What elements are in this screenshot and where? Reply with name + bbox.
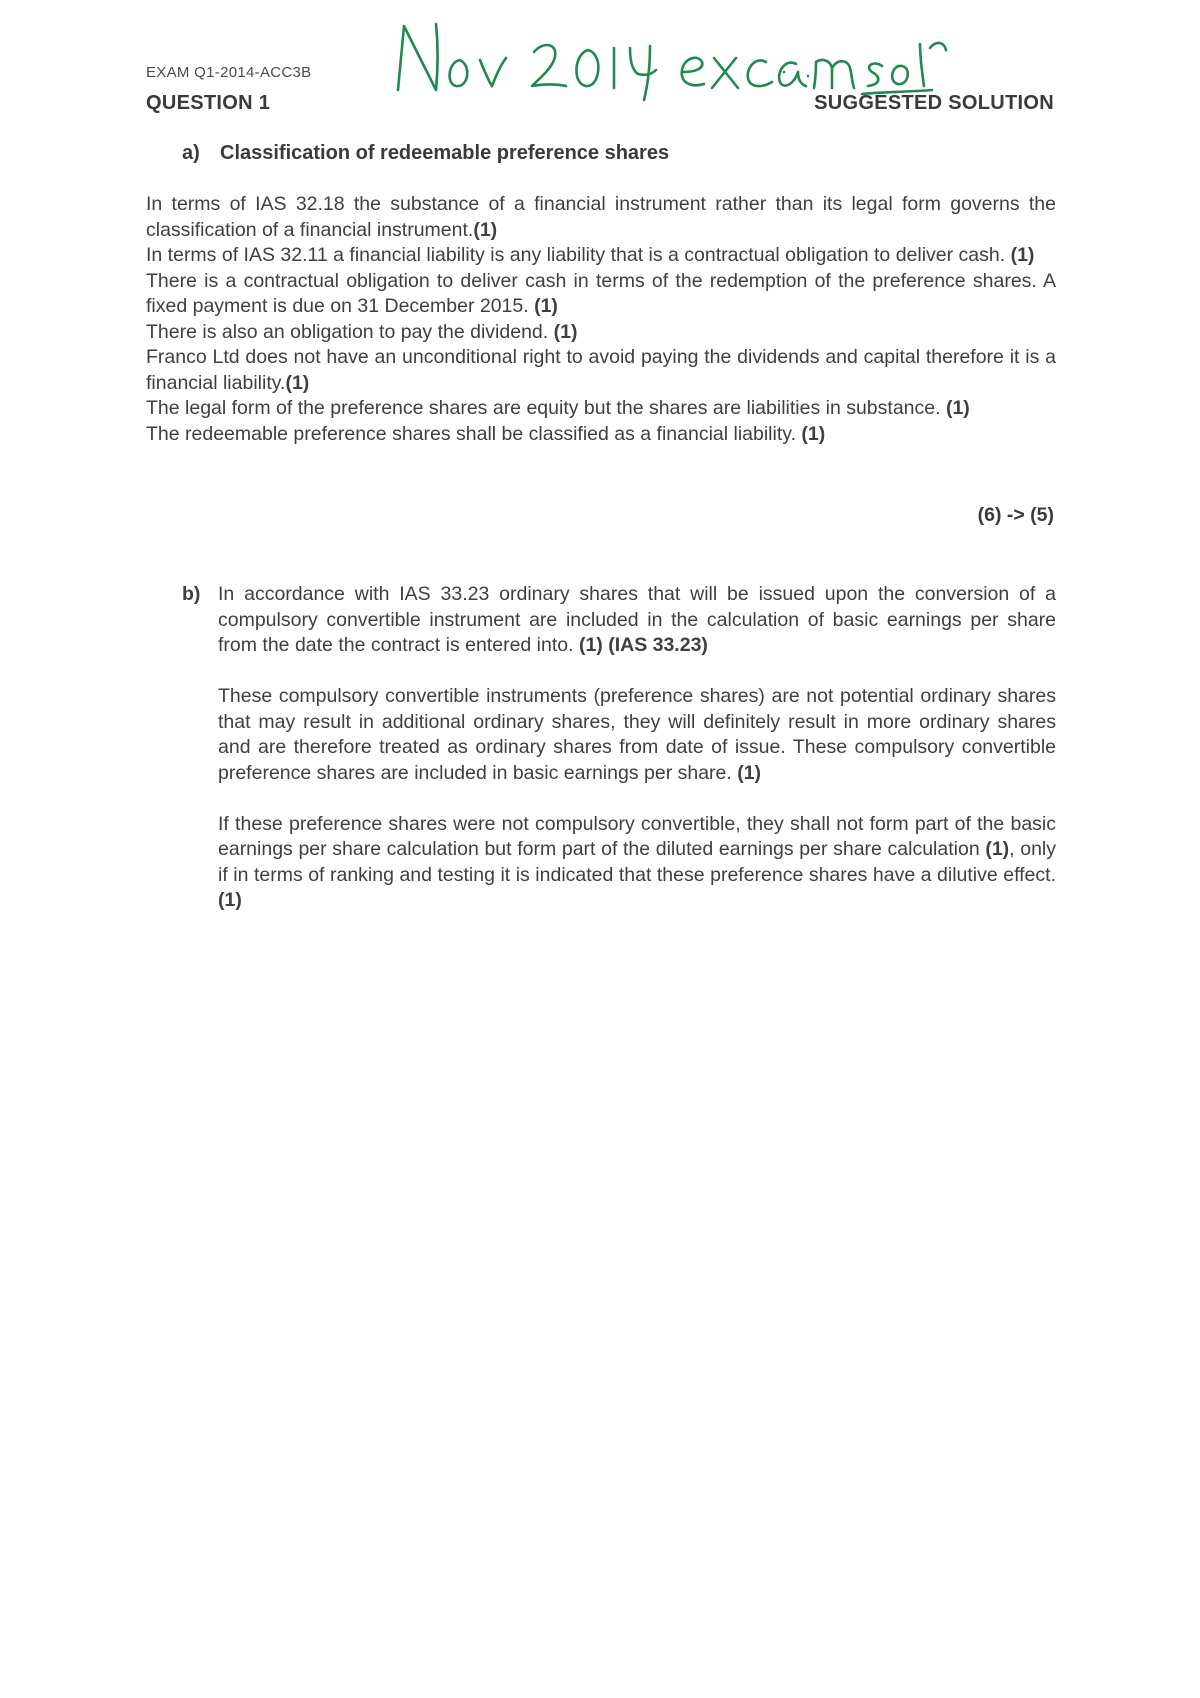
mark: (1) bbox=[801, 422, 826, 445]
section-b-body bbox=[218, 582, 1056, 914]
mark: (1) bbox=[218, 889, 242, 911]
mark: (1) bbox=[553, 320, 578, 343]
section-a-heading bbox=[182, 142, 669, 165]
section-b bbox=[182, 582, 1056, 939]
mark: (1) bbox=[985, 838, 1010, 860]
mark: (1) bbox=[473, 218, 498, 241]
section-b-paragraph: If these preference shares were not compulsory convertible, they shall not form part of the basic earnings per share calculation but form part of the diluted earnings per share calculation (1), only if in terms of ranking and testing it is indicated that these preference shares have a dilutive effect. (1) bbox=[218, 812, 1057, 911]
section-a-line: There is also an obligation to pay the dividend. (1) bbox=[146, 320, 578, 343]
handwritten-annotation bbox=[392, 14, 952, 104]
suggested-solution-label: SUGGESTED SOLUTION bbox=[814, 92, 1054, 114]
section-a-line: There is a contractual obligation to deliver cash in terms of the redemption of the preference shares. A fixed payment is due on 31 December 2015. (1) bbox=[146, 269, 1056, 317]
mark: (1) bbox=[737, 761, 762, 784]
question-label: QUESTION 1 bbox=[146, 92, 271, 114]
section-a-line: The redeemable preference shares shall be classified as a financial liability. (1) bbox=[146, 422, 826, 445]
section-a-line: In terms of IAS 32.18 the substance of a financial instrument rather than its legal form governs the classification of a financial instrument.(1) bbox=[146, 193, 1056, 241]
mark: (1) bbox=[945, 397, 970, 419]
mark: (1) (IAS 33.23) bbox=[578, 634, 708, 656]
mark: (1) bbox=[285, 371, 310, 394]
section-a-line: In terms of IAS 32.11 a financial liability is any liability that is a contractual obligation to deliver cash. (1) bbox=[146, 244, 1035, 266]
exam-code: EXAM Q1-2014-ACC3B bbox=[146, 64, 312, 81]
section-a-line: The legal form of the preference shares are equity but the shares are liabilities in substance. (1) bbox=[146, 397, 970, 419]
mark: (1) bbox=[534, 295, 558, 317]
section-a-title: Classification of redeemable preference shares bbox=[220, 142, 670, 164]
section-a-total-marks: (6) -> (5) bbox=[977, 504, 1054, 526]
section-b-paragraph: These compulsory convertible instruments (preference shares) are not potential ordinary shares that may result in additional ordinary shares, they will definitely result in more ordinary shares and are therefore treated as ordinary shares from date of issue. These compulsory convertible preference shares are included in basic earnings per share. (1) bbox=[218, 685, 1056, 784]
mark: (1) bbox=[1010, 244, 1035, 266]
section-a-letter: a) bbox=[182, 142, 200, 164]
section-a-body bbox=[146, 192, 1056, 447]
section-b-letter: b) bbox=[182, 583, 201, 605]
section-b-paragraph: In accordance with IAS 33.23 ordinary shares that will be issued upon the conversion of a compulsory convertible instrument are included in the calculation of basic earnings per share from the date the contract is entered into. (1) (IAS 33.23) bbox=[218, 583, 1056, 656]
section-a-line: Franco Ltd does not have an unconditional right to avoid paying the dividends and capital therefore it is a financial liability.(1) bbox=[146, 346, 1056, 394]
